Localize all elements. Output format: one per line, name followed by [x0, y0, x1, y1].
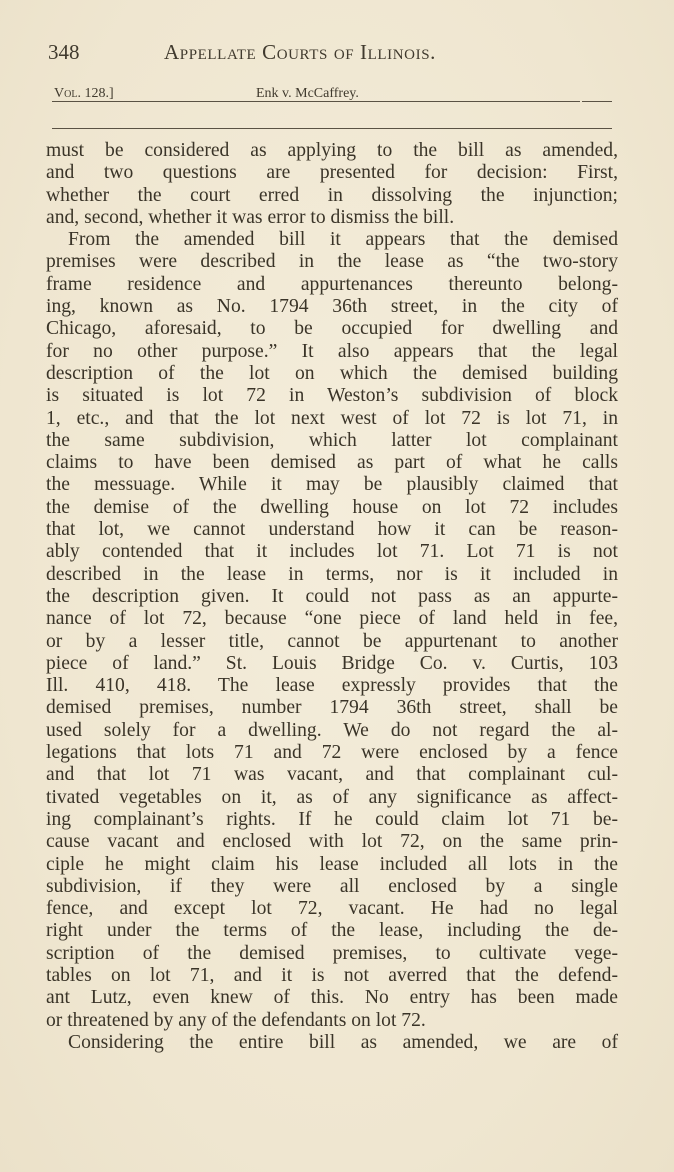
- subhead-rule: [52, 128, 612, 129]
- volume-label: Vol. 128.]: [54, 86, 114, 101]
- text-line: or threatened by any of the defendants on lot 72.: [46, 1009, 426, 1031]
- text-line: the demise of the dwelling house on lot 72 includes: [46, 496, 618, 518]
- text-line: the same subdivision, which latter lot complainant: [46, 429, 618, 451]
- text-line: claims to have been demised as part of what he calls: [46, 452, 618, 474]
- text-line: frame residence and appurtenances thereunto belong-: [46, 273, 618, 295]
- text-line: scription of the demised premises, to cultivate vege-: [46, 942, 618, 964]
- case-name: Enk v. McCaffrey.: [256, 86, 359, 101]
- text-line: Ill. 410, 418. The lease expressly provides that the: [46, 675, 618, 697]
- body-text: [46, 140, 618, 1054]
- subhead: [54, 86, 614, 106]
- text-line: and two questions are presented for decision: First,: [46, 162, 618, 184]
- text-line: ably contended that it includes lot 71. Lot 71 is not: [46, 541, 618, 563]
- running-head: [48, 36, 614, 72]
- text-line: cause vacant and enclosed with lot 72, on the same prin-: [46, 831, 618, 853]
- text-line: is situated is lot 72 in Weston’s subdivision of block: [46, 385, 618, 407]
- text-line: From the amended bill it appears that the demised: [68, 229, 618, 251]
- text-line: the description given. It could not pass as an appurte-: [46, 585, 618, 607]
- text-line: ing, known as No. 1794 36th street, in the city of: [46, 296, 618, 318]
- text-line: fence, and except lot 72, vacant. He had no legal: [46, 898, 618, 920]
- text-line: tables on lot 71, and it is not averred that the defend-: [46, 964, 618, 986]
- page-number: 348: [48, 40, 80, 64]
- text-line: ciple he might claim his lease included all lots in the: [46, 853, 618, 875]
- text-line: the messuage. While it may be plausibly claimed that: [46, 474, 618, 496]
- text-line: demised premises, number 1794 36th street, shall be: [46, 697, 618, 719]
- text-line: and, second, whether it was error to dismiss the bill.: [46, 206, 455, 228]
- text-line: subdivision, if they were all enclosed by a single: [46, 875, 618, 897]
- text-line: or by a lesser title, cannot be appurtenant to another: [46, 630, 618, 652]
- text-line: premises were described in the lease as “the two-story: [46, 251, 618, 273]
- text-line: nance of lot 72, because “one piece of land held in fee,: [46, 608, 618, 630]
- text-line: that lot, we cannot understand how it can be reason-: [46, 519, 618, 541]
- text-line: ing complainant’s rights. If he could claim lot 71 be-: [46, 808, 618, 830]
- text-line: must be considered as applying to the bill as amended,: [46, 140, 618, 161]
- text-line: used solely for a dwelling. We do not regard the al-: [46, 719, 618, 741]
- text-line: for no other purpose.” It also appears that the legal: [46, 340, 618, 362]
- text-line: Considering the entire bill as amended, we are of: [68, 1031, 618, 1053]
- text-line: and that lot 71 was vacant, and that complainant cul-: [46, 764, 618, 786]
- text-line: piece of land.” St. Louis Bridge Co. v. Curtis, 103: [46, 652, 618, 674]
- text-line: description of the lot on which the demised building: [46, 362, 618, 384]
- text-line: tivated vegetables on it, as of any significance as affect-: [46, 786, 618, 808]
- text-line: Chicago, aforesaid, to be occupied for dwelling and: [46, 318, 618, 340]
- text-line: whether the court erred in dissolving the injunction;: [46, 184, 618, 206]
- text-line: 1, etc., and that the lot next west of lot 72 is lot 71, in: [46, 407, 618, 429]
- text-line: ant Lutz, even knew of this. No entry has been made: [46, 987, 618, 1009]
- running-title: Appellate Courts of Illinois.: [164, 40, 437, 64]
- text-line: legations that lots 71 and 72 were enclosed by a fence: [46, 742, 618, 764]
- text-line: right under the terms of the lease, including the de-: [46, 920, 618, 942]
- text-line: described in the lease in terms, nor is it included in: [46, 563, 618, 585]
